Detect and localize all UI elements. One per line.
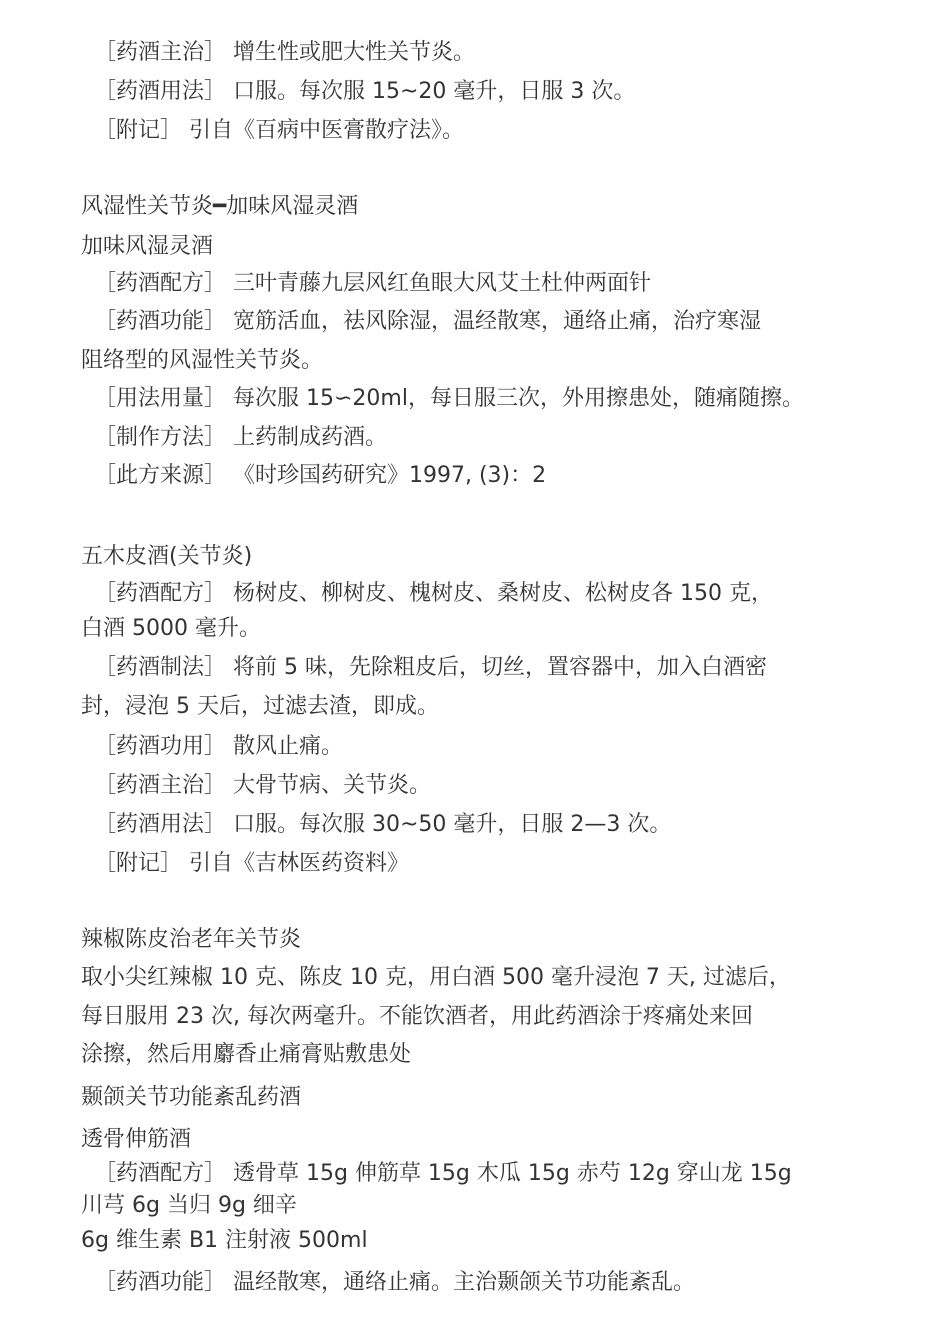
text-line: 川芎 6g 当归 9g 细辛 <box>81 1193 297 1218</box>
text-line: ［药酒功能］ 宽筋活血，祛风除湿，温经散寒，通络止痛，治疗寒湿 <box>94 309 761 334</box>
text-line: ［药酒制法］ 将前 5 味，先除粗皮后，切丝，置容器中，加入白酒密 <box>94 655 767 680</box>
text-line: ［药酒主治］ 大骨节病、关节炎。 <box>94 773 431 798</box>
section-heading: 五木皮酒(关节炎) <box>81 544 253 569</box>
text-line: ［药酒主治］ 增生性或肥大性关节炎。 <box>94 40 475 65</box>
text-line: ［药酒配方］ 三叶青藤九层风红鱼眼大风艾土杜仲两面针 <box>94 271 651 296</box>
text-line: 每日服用 23 次, 每次两毫升。不能饮酒者，用此药酒涂于疼痛处来回 <box>81 1004 753 1029</box>
text-line: 涂擦，然后用麝香止痛膏贴敷患处 <box>81 1042 412 1067</box>
section-heading: 风湿性关节炎━加味风湿灵酒 <box>81 194 359 219</box>
text-line: ［附记］ 引自《吉林医药资料》 <box>94 851 409 876</box>
text-line: 封，浸泡 5 天后，过滤去渣，即成。 <box>81 694 439 719</box>
recipe-title: 透骨伸筋酒 <box>81 1127 192 1152</box>
recipe-title: 加味风湿灵酒 <box>81 234 214 259</box>
text-line: 阻络型的风湿性关节炎。 <box>81 348 324 373</box>
text-line: ［药酒功用］ 散风止痛。 <box>94 734 343 759</box>
text-line: ［药酒用法］ 口服。每次服 30~50 毫升，日服 2—3 次。 <box>94 812 672 837</box>
text-line: ［制作方法］ 上药制成药酒。 <box>94 425 387 450</box>
text-line: 白酒 5000 毫升。 <box>81 616 261 641</box>
text-line: ［药酒配方］ 透骨草 15g 伸筋草 15g 木瓜 15g 赤芍 12g 穿山龙 15g <box>94 1161 792 1186</box>
text-line: ［用法用量］ 每次服 15∽20ml，每日服三次，外用擦患处，随痛随擦。 <box>94 386 804 411</box>
text-line: ［药酒功能］ 温经散寒，通络止痛。主治颞颌关节功能紊乱。 <box>94 1270 695 1295</box>
section-heading: 辣椒陈皮治老年关节炎 <box>81 927 302 952</box>
text-line: ［此方来源］ 《时珍国药研究》1997, (3)：2 <box>94 463 547 488</box>
text-line: 6g 维生素 B1 注射液 500ml <box>81 1228 368 1253</box>
text-line: 取小尖红辣椒 10 克、陈皮 10 克，用白酒 500 毫升浸泡 7 天, 过滤后， <box>81 965 791 990</box>
text-line: ［药酒用法］ 口服。每次服 15~20 毫升，日服 3 次。 <box>94 79 636 104</box>
text-line: ［附记］ 引自《百病中医膏散疗法》。 <box>94 118 464 143</box>
section-heading: 颞颌关节功能紊乱药酒 <box>81 1085 302 1110</box>
text-line: ［药酒配方］ 杨树皮、柳树皮、槐树皮、桑树皮、松树皮各 150 克， <box>94 581 773 606</box>
